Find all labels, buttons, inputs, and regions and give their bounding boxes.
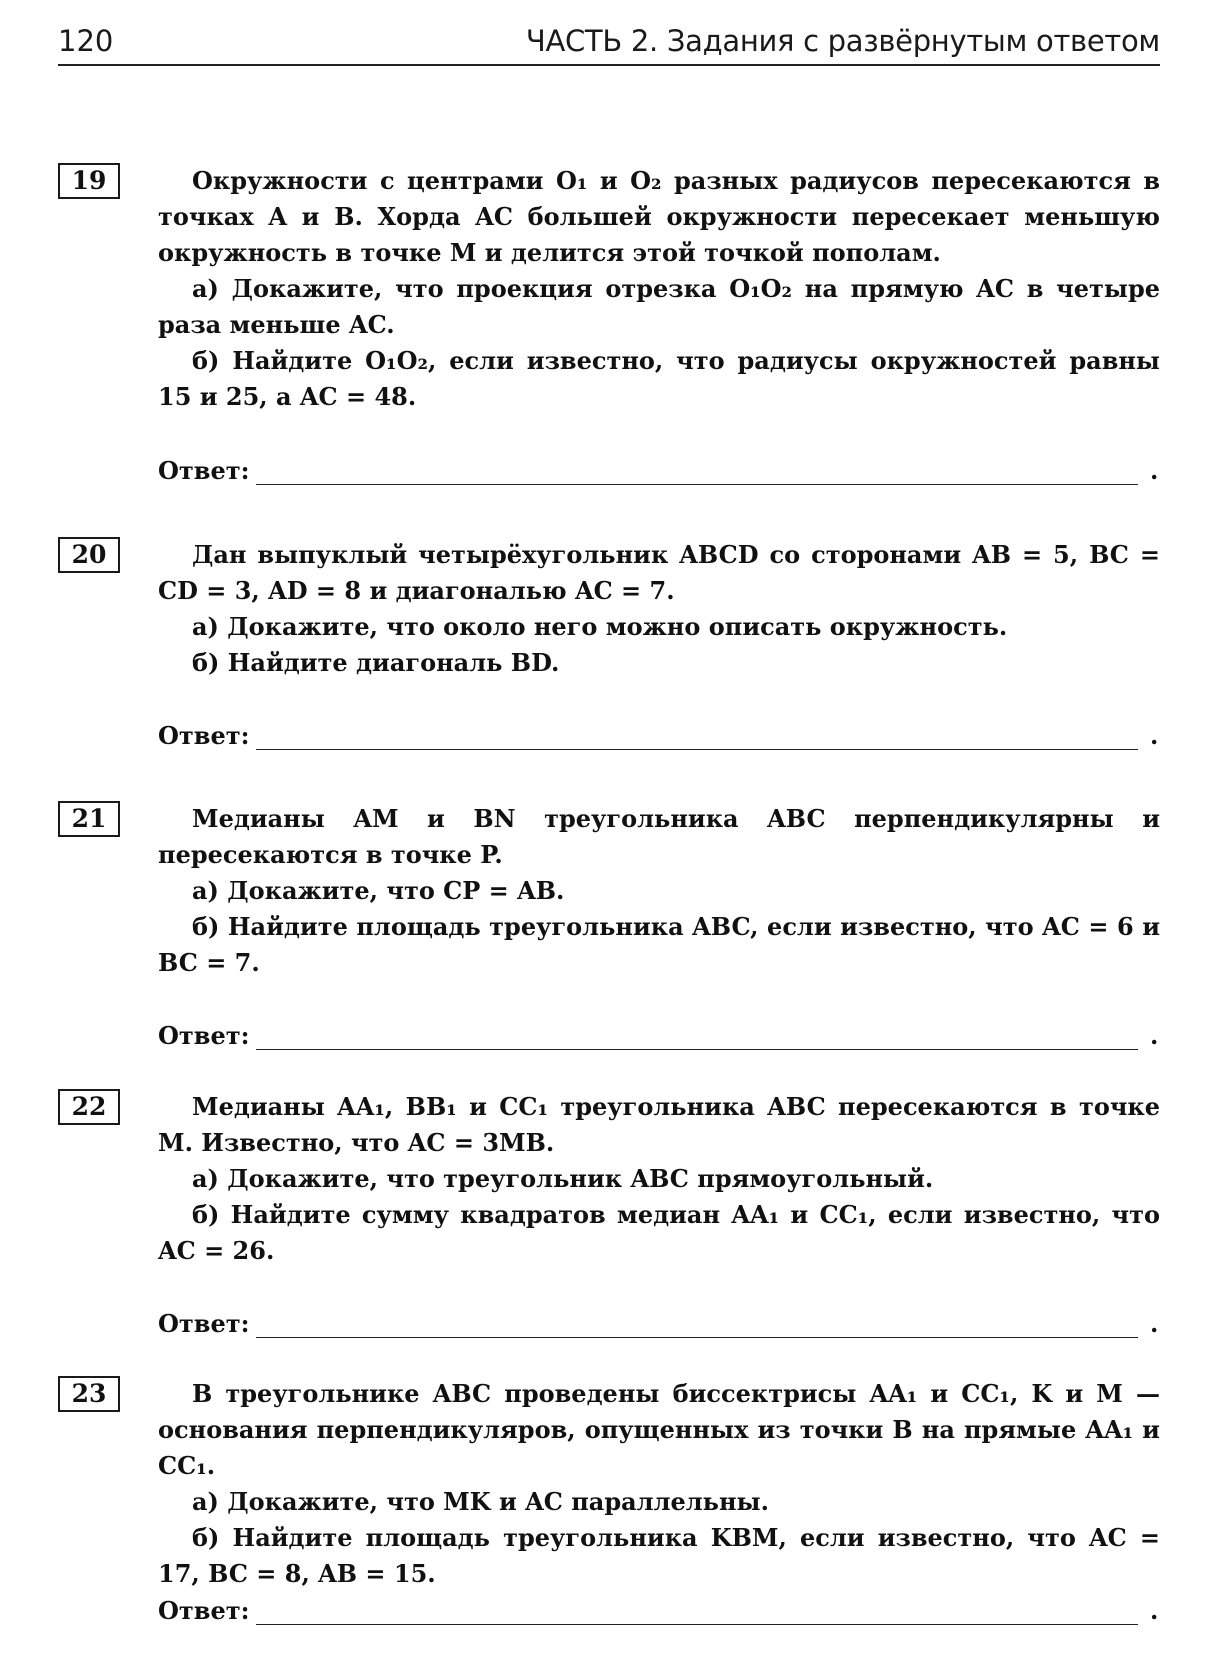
task-part-a: а) Докажите, что MK и AC параллельны. <box>192 1487 769 1516</box>
task-paragraph: В треугольнике ABC проведены биссектрисы AA₁ и CC₁, K и M — основания перпендикуляров, опущенных из точки B на прямые AA₁ и CC₁. <box>158 1379 1160 1480</box>
section-title: ЧАСТЬ 2. Задания с развёрнутым ответом <box>525 24 1160 58</box>
task-part-a: а) Докажите, что треугольник ABC прямоугольный. <box>192 1164 934 1193</box>
answer-input-line[interactable] <box>256 1049 1138 1050</box>
task-paragraph: Медианы AM и BN треугольника ABC перпендикулярны и пересекаются в точке P. <box>158 804 1160 869</box>
answer-terminator: . <box>1150 456 1159 485</box>
task-number-box: 23 <box>58 1376 120 1412</box>
page-header <box>58 22 1160 66</box>
answer-terminator: . <box>1150 1309 1159 1338</box>
answer-input-line[interactable] <box>256 749 1138 750</box>
task-number-box: 21 <box>58 801 120 837</box>
answer-terminator: . <box>1150 1021 1159 1050</box>
task-statement <box>158 537 1160 681</box>
task-part-b: б) Найдите O₁O₂, если известно, что радиусы окружностей равны 15 и 25, а AC = 48. <box>158 346 1160 411</box>
answer-label: Ответ: <box>158 1309 250 1338</box>
task-paragraph: Окружности с центрами O₁ и O₂ разных радиусов пересекаются в точках A и B. Хорда AC большей окружности пересекает меньшую окружность в точке M и делится этой точкой пополам. <box>158 166 1160 267</box>
page-number: 120 <box>58 24 114 58</box>
task-paragraph: Дан выпуклый четырёхугольник ABCD со сторонами AB = 5, BC = CD = 3, AD = 8 и диагональю AC = 7. <box>158 540 1160 605</box>
task-paragraph: Медианы AA₁, BB₁ и CC₁ треугольника ABC пересекаются в точке M. Известно, что AC = 3MB. <box>158 1092 1161 1157</box>
task-statement <box>158 1376 1160 1592</box>
answer-row <box>158 721 1160 757</box>
answer-label: Ответ: <box>158 456 250 485</box>
answer-row <box>158 456 1160 492</box>
task-part-a: а) Докажите, что около него можно описать окружность. <box>192 612 1008 641</box>
answer-input-line[interactable] <box>256 1337 1138 1338</box>
task-part-a: а) Докажите, что CP = AB. <box>192 876 565 905</box>
answer-terminator: . <box>1150 1596 1159 1625</box>
task-number-box: 19 <box>58 163 120 199</box>
answer-row <box>158 1309 1160 1345</box>
answer-row <box>158 1021 1160 1057</box>
task-statement <box>158 163 1160 415</box>
answer-input-line[interactable] <box>256 1624 1138 1625</box>
task-part-b: б) Найдите диагональ BD. <box>192 648 560 677</box>
answer-terminator: . <box>1150 721 1159 750</box>
answer-label: Ответ: <box>158 721 250 750</box>
answer-input-line[interactable] <box>256 484 1138 485</box>
answer-label: Ответ: <box>158 1596 250 1625</box>
answer-row <box>158 1596 1160 1632</box>
task-statement <box>158 1089 1160 1269</box>
task-number-box: 22 <box>58 1089 120 1125</box>
task-part-b: б) Найдите сумму квадратов медиан AA₁ и CC₁, если известно, что AC = 26. <box>158 1200 1160 1265</box>
task-part-b: б) Найдите площадь треугольника ABC, если известно, что AC = 6 и BC = 7. <box>158 912 1160 977</box>
task-part-a: а) Докажите, что проекция отрезка O₁O₂ на прямую AC в четыре раза меньше AC. <box>158 274 1160 339</box>
task-part-b: б) Найдите площадь треугольника KBM, если известно, что AC = 17, BC = 8, AB = 15. <box>158 1523 1160 1588</box>
answer-label: Ответ: <box>158 1021 250 1050</box>
task-number-box: 20 <box>58 537 120 573</box>
task-statement <box>158 801 1160 981</box>
